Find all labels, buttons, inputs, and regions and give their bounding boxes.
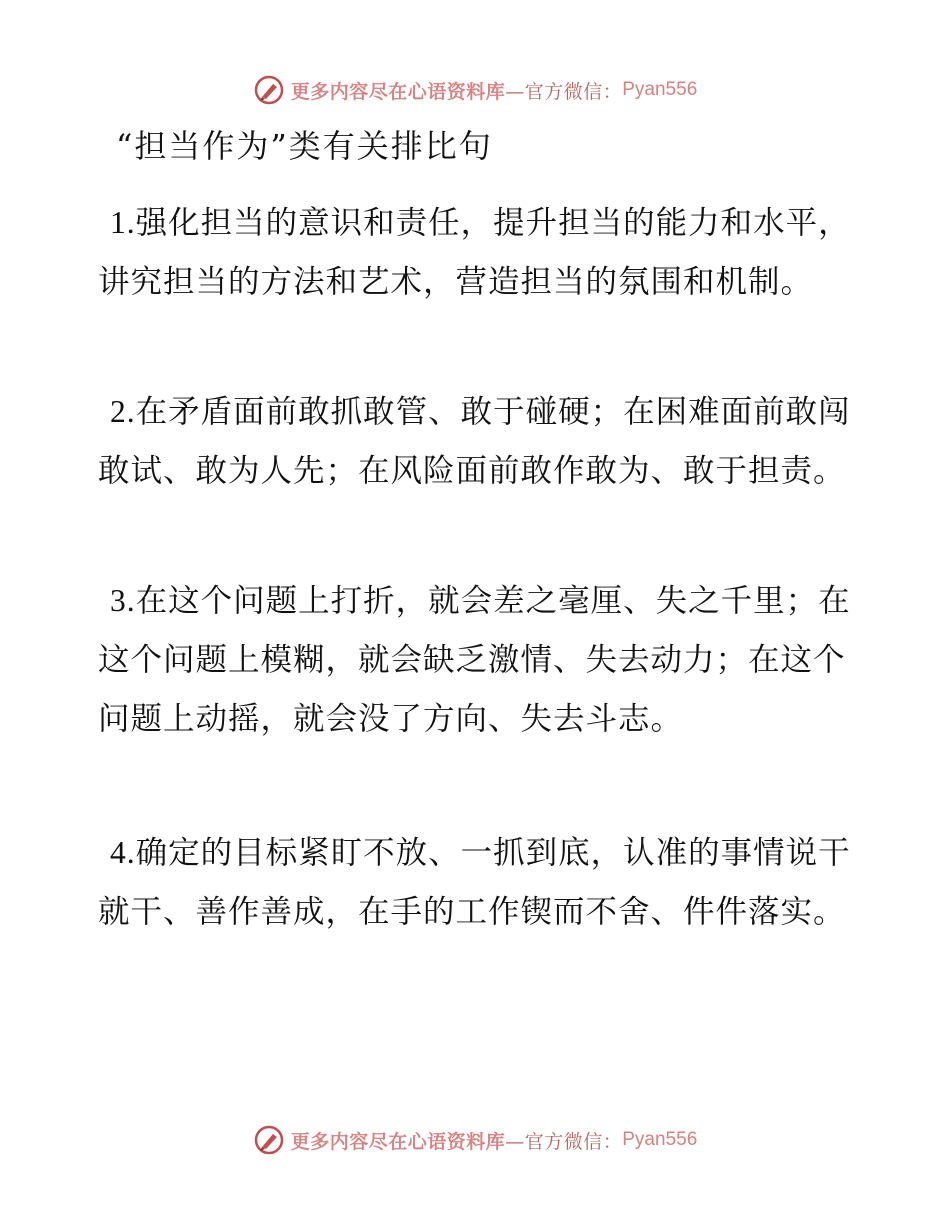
paragraph-3 [98,571,856,749]
watermark-wechat-id: Pyan556 [622,79,698,100]
watermark-wechat-id: Pyan556 [622,1129,698,1150]
paragraph-text: 强化担当的意识和责任，提升担当的能力和水平，讲究担当的方法和艺术，营造担当的氛围和机制。 [98,205,851,300]
pen-logo-icon [253,74,285,106]
paragraph-text: 在这个问题上打折，就会差之毫厘、失之千里；在这个问题上模糊，就会缺乏激情、失去动力；在这个问题上动摇，就会没了方向、失去斗志。 [98,583,851,737]
paragraph-number: 4. [110,835,136,870]
paragraph-1 [98,193,856,312]
watermark-main-text: 更多内容尽在心语资料库 [290,80,506,103]
watermark-sub-text: —官方微信： [505,80,623,103]
watermark-main-text: 更多内容尽在心语资料库 [290,1130,506,1153]
paragraph-number: 2. [110,394,136,429]
pen-logo-icon [253,1124,285,1156]
paragraph-number: 3. [110,583,136,618]
footer-watermark [0,1120,950,1160]
paragraph-4 [98,823,856,942]
paragraph-number: 1. [110,205,136,240]
paragraph-2 [98,382,856,501]
watermark-sub-text: —官方微信： [505,1130,623,1153]
paragraph-text: 在矛盾面前敢抓敢管、敢于碰硬；在困难面前敢闯敢试、敢为人先；在风险面前敢作敢为、敢于担责。 [98,394,851,489]
document-title: “担当作为”类有关排比句 [116,127,493,165]
paragraph-text: 确定的目标紧盯不放、一抓到底，认准的事情说干就干、善作善成，在手的工作锲而不舍、件件落实。 [98,835,851,930]
header-watermark [0,70,950,110]
